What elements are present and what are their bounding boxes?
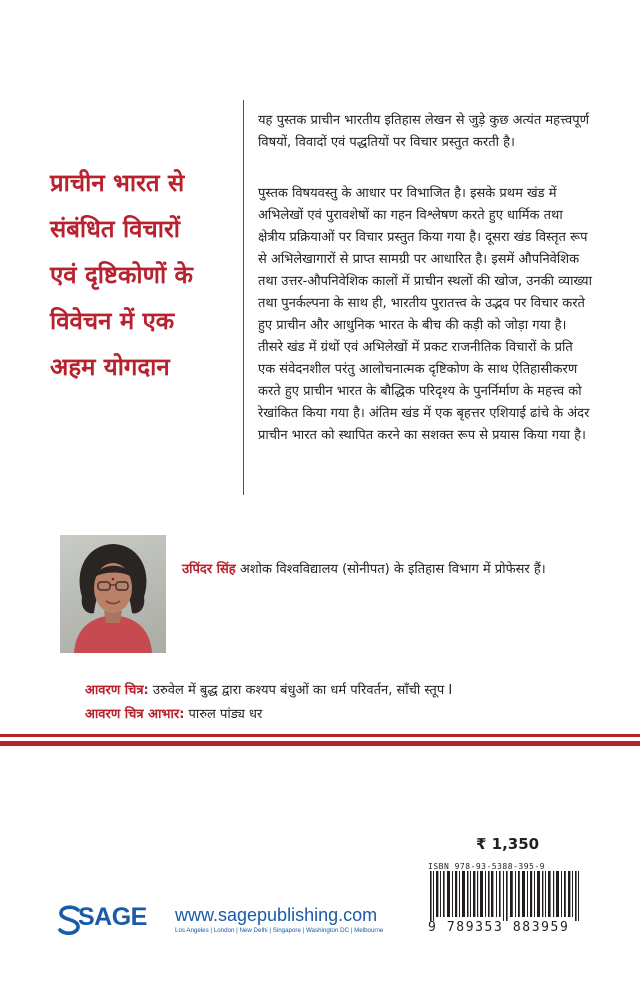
author-bio bbox=[182, 559, 592, 581]
author-portrait-icon bbox=[60, 535, 166, 653]
cover-credit-text: उरुवेल में बुद्ध द्वारा कश्यप बंधुओं का धर्म परिवर्तन, साँची स्तूप I bbox=[152, 683, 453, 698]
cover-courtesy-label: आवरण चित्र आभार: bbox=[85, 707, 185, 722]
horizontal-rule bbox=[0, 741, 640, 746]
publisher-url[interactable]: www.sagepublishing.com bbox=[175, 905, 378, 925]
author-name: उपिंदर सिंह bbox=[182, 562, 236, 577]
price: ₹ 1,350 bbox=[476, 835, 540, 853]
horizontal-rule bbox=[0, 734, 640, 737]
author-description: अशोक विश्वविद्यालय (सोनीपत) के इतिहास विभाग में प्रोफेसर हैं। bbox=[239, 562, 546, 577]
tagline-line: एवं दृष्टिकोणों के bbox=[50, 261, 193, 289]
sage-wordmark: SAGE bbox=[78, 903, 147, 931]
cover-credit-label: आवरण चित्र: bbox=[85, 683, 149, 698]
tagline-line: अहम योगदान bbox=[50, 353, 170, 381]
tagline-line: विवेचन में एक bbox=[50, 307, 175, 335]
tagline-line: प्राचीन भारत से bbox=[50, 169, 185, 197]
cover-courtesy bbox=[85, 705, 262, 725]
cover-courtesy-text: पारुल पांड्य धर bbox=[188, 707, 263, 722]
tagline-line: संबंधित विचारों bbox=[50, 215, 180, 243]
publisher-cities: Los Angeles | London | New Delhi | Singapore | Washington DC | Melbourne bbox=[175, 927, 384, 934]
isbn-label: ISBN 978-93-5388-395-9 bbox=[428, 862, 545, 871]
isbn-digits: 9 789353 883959 bbox=[428, 920, 570, 935]
vertical-divider bbox=[243, 100, 244, 495]
blurb-body: पुस्तक विषयवस्तु के आधार पर विभाजित है। इसके प्रथम खंड में अभिलेखों एवं पुरावशेषों का गहन विश्लेषण करते हुए धार्मिक तथा क्षेत्रीय प्रक्रियाओं पर विचार प्रस्तुत किया गया है। दूसरा खंड विस्तृत रूप से अभिलेखागारों से प्राप्त सामग्री पर आधारित है। इसमें औपनिवेशिक तथा उत्तर-औपनिवेशिक कालों में प्राचीन स्थलों की खोज, उनकी व्याख्या तथा पुनर्कल्पना के साथ ही, भारतीय पुरातत्त्व के उद्भव पर विचार करते हुए प्राचीन और आधुनिक भारत के बीच की कड़ी को जोड़ा गया है। तीसरे खंड में ग्रंथों एवं अभिलेखों में प्रकट राजनीतिक विचारों के प्रति एक संवेदनशील परंतु आलोचनात्मक दृष्टिकोण के साथ ऐतिहासीकरण करते हुए प्राचीन भारत के बौद्धिक परिदृश्य के पुनर्निर्माण के महत्त्व को रेखांकित किया गया है। अंतिम खंड में एक बृहत्तर एशियाई ढांचे के अंदर प्राचीन भारत को स्थापित करने का सशक्त रूप से प्रयास किया गया है। bbox=[258, 186, 592, 443]
tagline bbox=[50, 160, 240, 390]
blurb-intro: यह पुस्तक प्राचीन भारतीय इतिहास लेखन से जुड़े कुछ अत्यंत महत्त्वपूर्ण विषयों, विवादों एवं पद्धतियों पर विचार प्रस्तुत करती है। bbox=[258, 113, 590, 150]
author-photo bbox=[60, 535, 166, 653]
cover-credit bbox=[85, 681, 452, 701]
